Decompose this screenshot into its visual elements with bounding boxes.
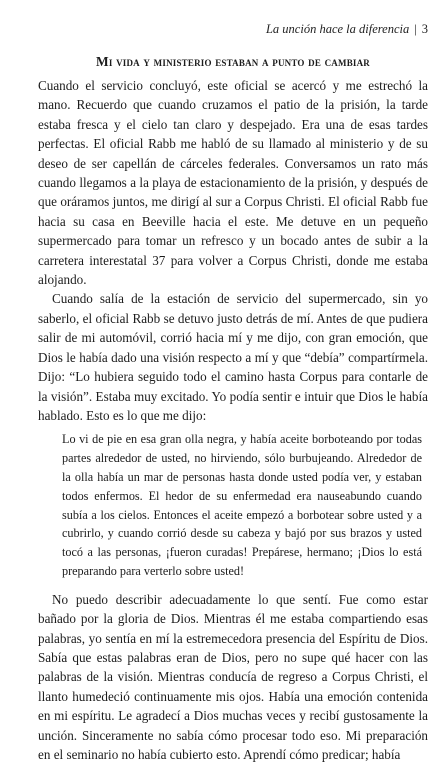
body-paragraph-3: No puedo describir adecuadamente lo que sentí. Fue como estar bañado por la gloria de Dios. Mientras él me estaba compartiendo esas palabras, yo sentía en mí la estremecedora presencia del Espíritu de Dios. Sabía que estas palabras eran de Dios, pero no supe qué hacer con las palabras de la visión. Mientras conducía de regreso a Corpus Christi, el llanto humedeció continuamente mis ojos. Había una emoción contenida en mi espíritu. Le agradecí a Dios muchas veces y recibí gustosamente la unción. Sinceramente no sabía cómo procesar todo eso. Mi preparación en el seminario no había cubierto esto. Aprendí cómo predicar; había xyxy=(38,591,428,762)
header-separator: | xyxy=(414,22,417,36)
running-title: La unción hace la diferencia xyxy=(265,22,410,36)
running-header xyxy=(266,22,428,37)
page-number: 3 xyxy=(421,22,428,36)
body-paragraph-1: Cuando el servicio concluyó, este oficial se acercó y me estrechó la mano. Recuerdo que cuando cruzamos el patio de la prisión, la tarde estaba fresca y el cielo tan claro y despejado. Era una de esas tardes perfectas. El oficial Rabb me habló de su llamado al ministerio y de su deseo de ser capellán de cárceles federales. Conversamos un rato más cuando llegamos a la playa de estacionamiento de la prisión, y después de que oráramos juntos, me dirigí al sur a Corpus Christi. El oficial Rabb fue hacia su casa en Beeville hacia el este. Me detuve en un pequeño supermercado para tomar un refresco y un bocado antes de subir a la carretera interestatal 37 para volver a Corpus Christi, donde me estaba alojando. xyxy=(38,78,428,288)
vision-quote: Lo vi de pie en esa gran olla negra, y había aceite borboteando por todas partes alrededor de usted, no hirviendo, sólo burbujeando. Alrededor de la olla había un mar de personas hasta donde usted podía ver, y estaban todos enfermos. El hedor de su enfermedad era nauseabundo cuando subía a los cielos. Entonces el aceite empezó a borbotear sobre usted y a cubrirlo, y cuando corrió desde su cabeza y bajó por sus brazos y usted tocó a las personas, ¡fueron curadas! Prepárese, hermano; ¡Dios lo está preparando para verterlo sobre usted! xyxy=(62,432,422,578)
page-body xyxy=(38,54,428,764)
section-heading: Mi vida y ministerio estaban a punto de cambiar xyxy=(95,54,371,69)
body-paragraph-2: Cuando salía de la estación de servicio del supermercado, sin yo saberlo, el oficial Rabb se detuvo justo detrás de mí. Antes de que pudiera salir de mi automóvil, corrió hacia mí y me dijo, con gran emoción, que Dios le había dado una visión respecto a mí y que “debía” compartírmela. Dijo: “Lo hubiera seguido todo el camino hasta Corpus para contarle de la visión”. Estaba muy excitado. Yo podía sentir e intuir que Dios le había hablado. Esto es lo que me dijo: xyxy=(38,291,428,423)
